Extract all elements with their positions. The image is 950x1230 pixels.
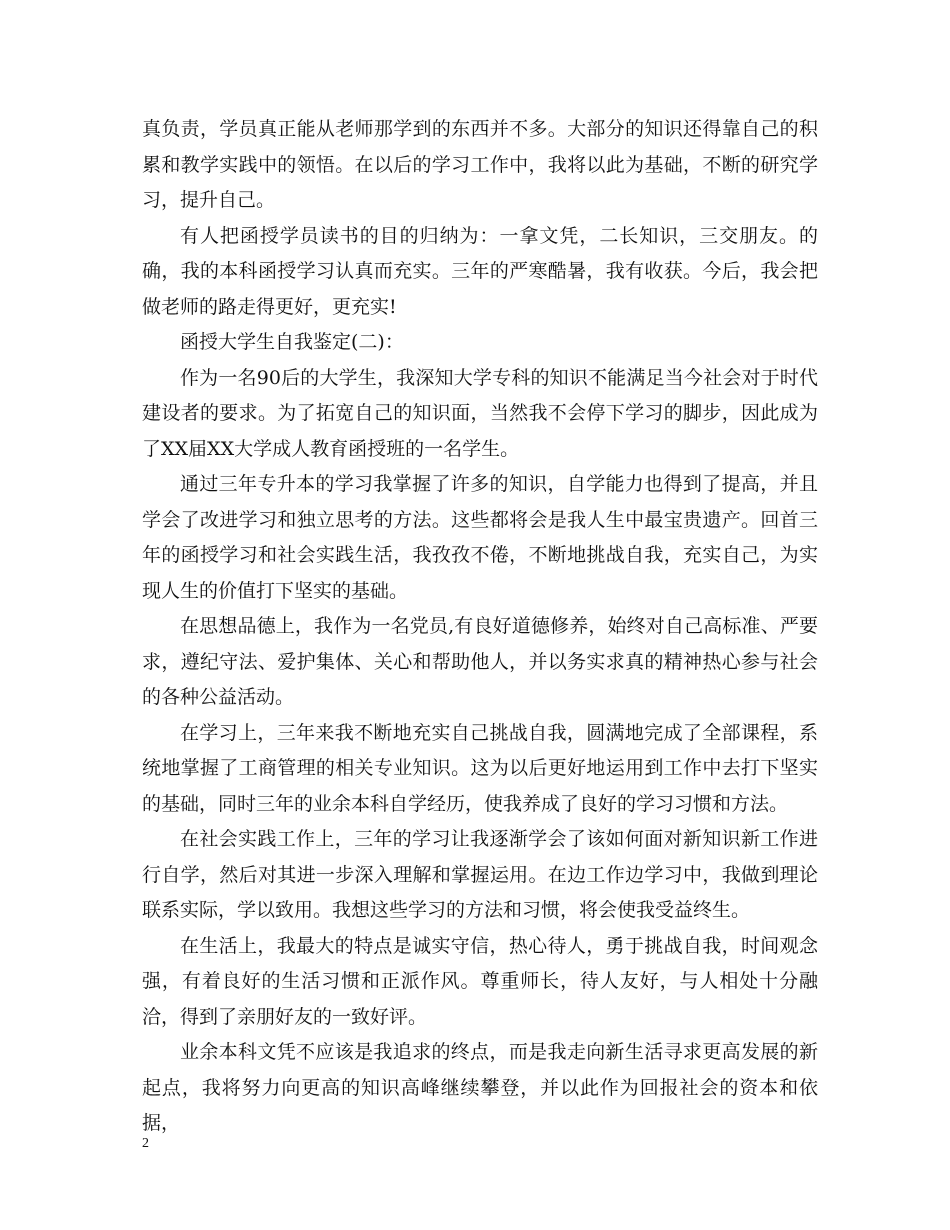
paragraph: 有人把函授学员读书的目的归纳为：一拿文凭，二长知识，三交朋友。的确，我的本科函授学习认真而充实。三年的严寒酷暑，我有收获。今后，我会把做老师的路走得更好，更充实! bbox=[142, 224, 818, 318]
paragraph: 在思想品德上，我作为一名党员,有良好道德修养，始终对自己高标准、严要求，遵纪守法、爱护集体、关心和帮助他人，并以务实求真的精神热心参与社会的各种公益活动。 bbox=[142, 615, 818, 708]
document-body bbox=[142, 112, 818, 1142]
paragraph: 业余本科文凭不应该是我追求的终点，而是我走向新生活寻求更高发展的新起点，我将努力向更高的知识高峰继续攀登，并以此作为回报社会的资本和依据， bbox=[142, 1041, 818, 1134]
section-heading: 函授大学生自我鉴定(二)： bbox=[180, 331, 404, 353]
paragraph: 在生活上，我最大的特点是诚实守信，热心待人，勇于挑战自我，时间观念强，有着良好的生活习惯和正派作风。尊重师长，待人友好，与人相处十分融洽，得到了亲朋好友的一致好评。 bbox=[142, 934, 818, 1028]
paragraph: 在社会实践工作上，三年的学习让我逐渐学会了该如何面对新知识新工作进行自学，然后对其进一步深入理解和掌握运用。在边工作边学习中，我做到理论联系实际，学以致用。我想这些学习的方法和习惯，将会使我受益终生。 bbox=[142, 828, 818, 921]
paragraph: 作为一名90后的大学生，我深知大学专科的知识不能满足当今社会对于时代建设者的要求。为了拓宽自己的知识面，当然我不会停下学习的脚步，因此成为了XX届XX大学成人教育函授班的一名学生。 bbox=[142, 366, 818, 460]
paragraph-continuation: 真负责，学员真正能从老师那学到的东西并不多。大部分的知识还得靠自己的积累和教学实践中的领悟。在以后的学习工作中，我将以此为基础，不断的研究学习，提升自己。 bbox=[142, 118, 818, 211]
page-number: 2 bbox=[142, 1136, 149, 1151]
paragraph: 在学习上，三年来我不断地充实自己挑战自我，圆满地完成了全部课程，系统地掌握了工商管理的相关专业知识。这为以后更好地运用到工作中去打下坚实的基础，同时三年的业余本科自学经历，使我养成了良好的学习习惯和方法。 bbox=[142, 721, 818, 815]
paragraph: 通过三年专升本的学习我掌握了许多的知识，自学能力也得到了提高，并且学会了改进学习和独立思考的方法。这些都将会是我人生中最宝贵遗产。回首三年的函授学习和社会实践生活，我孜孜不倦，不断地挑战自我，充实自己，为实现人生的价值打下坚实的基础。 bbox=[142, 473, 818, 602]
